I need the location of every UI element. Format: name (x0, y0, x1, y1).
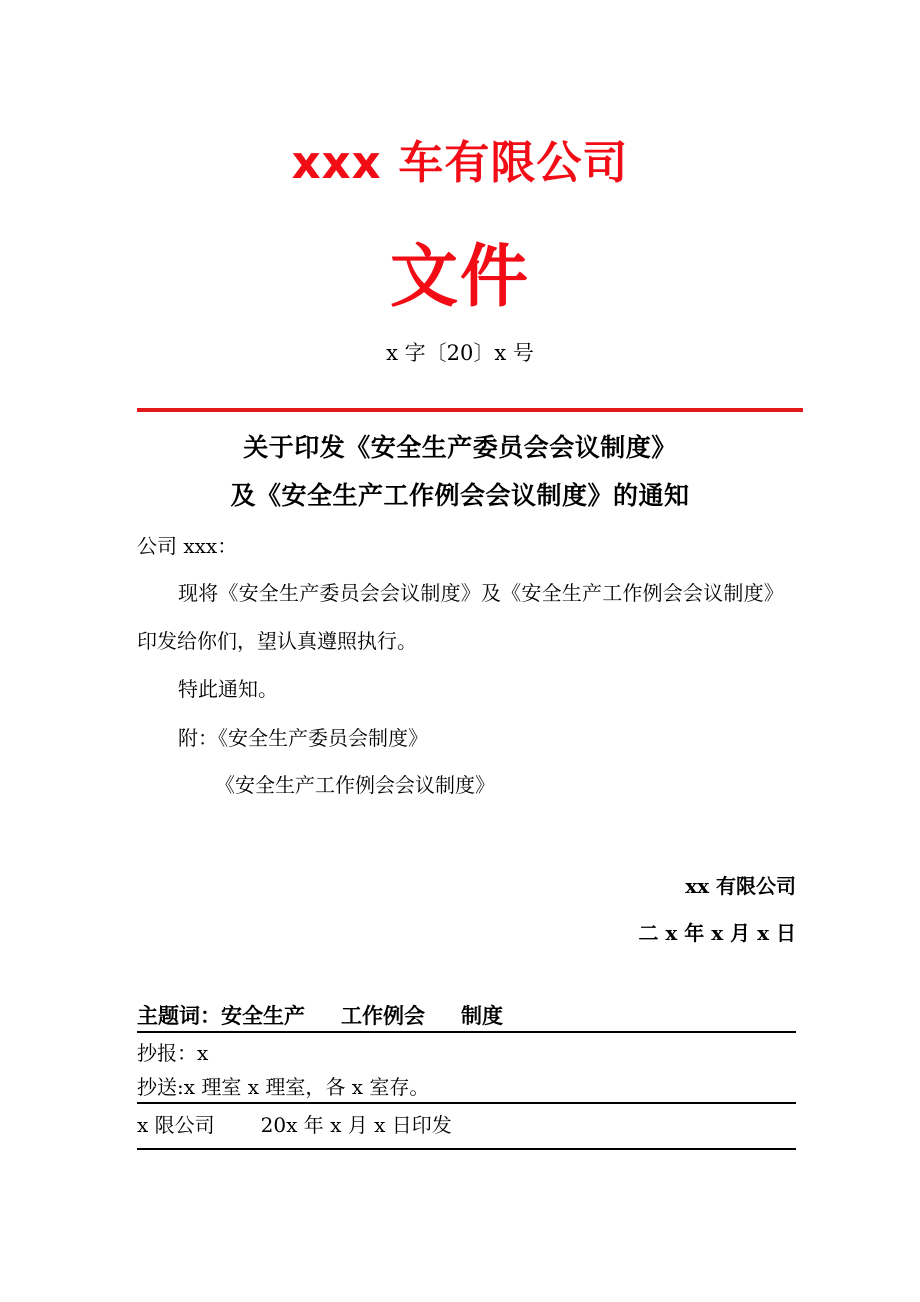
footer-divider-middle (137, 1102, 796, 1104)
keyword: 工作例会 (341, 1004, 425, 1028)
cc-send-line: 抄送:x 理室 x 理室，各 x 室存。 (137, 1075, 430, 1099)
signature-date: 二 x 年 x 月 x 日 (638, 921, 796, 945)
body-paragraph-1: 现将《安全生产委员会会议制度》及《安全生产工作例会会议制度》 (178, 581, 784, 605)
keywords-label: 主题词： (137, 1004, 221, 1028)
keyword: 制度 (461, 1004, 503, 1028)
subject-keywords (137, 1000, 503, 1032)
company-header: xxx 车有限公司 (291, 136, 629, 189)
closing-statement: 特此通知。 (178, 677, 278, 701)
notice-title-line-2: 及《安全生产工作例会会议制度》的通知 (230, 481, 690, 510)
notice-title-line-1: 关于印发《安全生产委员会会议制度》 (243, 433, 677, 462)
attachment-2: 《安全生产工作例会会议制度》 (215, 773, 495, 797)
body-paragraph-2: 印发给你们，望认真遵照执行。 (137, 629, 417, 653)
document-type-heading: 文件 (389, 238, 530, 317)
keyword: 安全生产 (221, 1004, 305, 1028)
signature-company: xx 有限公司 (685, 874, 796, 898)
footer-divider-bottom (137, 1148, 796, 1150)
cc-report-line: 抄报：x (137, 1041, 209, 1065)
salutation: 公司 xxx： (137, 534, 238, 558)
red-header-divider (137, 408, 803, 412)
issuer-name: x 限公司 (137, 1113, 215, 1137)
print-date: 20x 年 x 月 x 日印发 (260, 1113, 452, 1137)
footer-divider-top (137, 1031, 796, 1033)
attachment-1: 附：《安全生产委员会制度》 (178, 726, 428, 750)
document-number: x 字〔20〕x 号 (386, 341, 534, 365)
print-info-line (137, 1110, 452, 1140)
